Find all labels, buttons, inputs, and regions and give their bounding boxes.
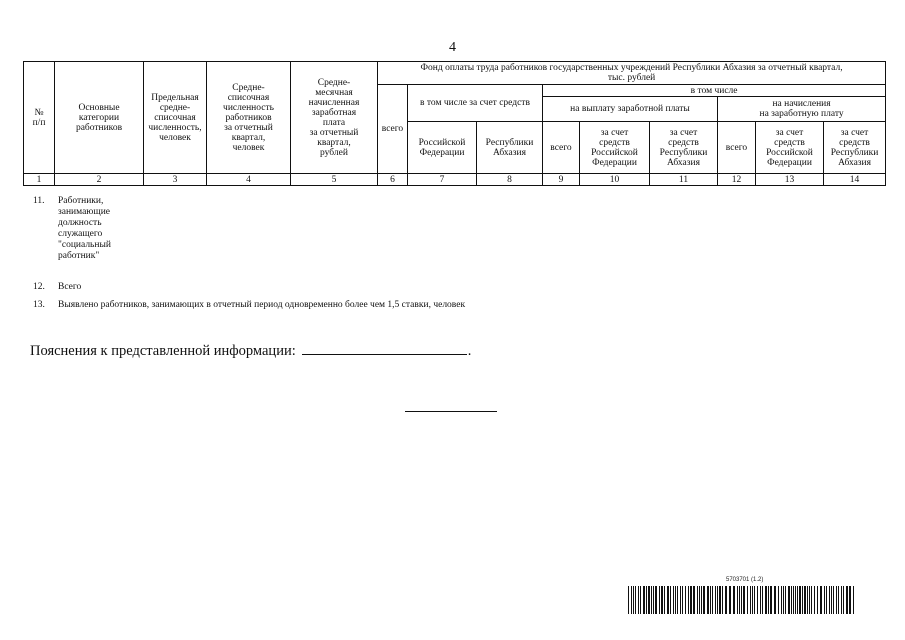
column-number: 10 [580, 174, 650, 186]
explanation-end: . [467, 343, 472, 359]
barcode-text: 5703701 (1.2) [726, 577, 764, 583]
column-number: 12 [718, 174, 756, 186]
column-number: 9 [543, 174, 580, 186]
header-source-rf: Российской Федерации [408, 122, 477, 174]
header-avg-salary: Средне- месячная начисленная заработная плата за отчетный квартал, рублей [291, 62, 378, 174]
row-label: Работники, занимающие должность служащего "социальный работник" [58, 196, 111, 261]
header-wage-fund: Фонд оплаты труда работников государственных учреждений Республики Абхазия за отчетный квартал, тыс. рублей [378, 62, 886, 85]
header-incl-sources: в том числе за счет средств [408, 85, 543, 122]
row-number: 13. [33, 300, 45, 310]
header-payment-ra: за счет средств Республики Абхазия [650, 122, 718, 174]
header-accrual-total: всего [718, 122, 756, 174]
separator-line [405, 411, 497, 412]
header-payment-rf: за счет средств Российской Федерации [580, 122, 650, 174]
header-accrual-rf: за счет средств Российской Федерации [756, 122, 824, 174]
table-row [23, 300, 878, 311]
column-number: 4 [207, 174, 291, 186]
explanation-line [30, 340, 471, 360]
column-numbers-row [24, 174, 886, 186]
explanation-input-line[interactable] [302, 340, 467, 355]
column-number: 1 [24, 174, 55, 186]
header-source-ra: Республики Абхазия [477, 122, 543, 174]
row-number: 12. [33, 282, 45, 292]
column-number: 13 [756, 174, 824, 186]
column-number: 5 [291, 174, 378, 186]
column-number: 14 [824, 174, 886, 186]
header-accrual-ra: за счет средств Республики Абхазия [824, 122, 886, 174]
header-num: № п/п [24, 62, 55, 174]
column-number: 7 [408, 174, 477, 186]
header-avg-headcount: Средне- списочная численность работников за отчетный квартал, человек [207, 62, 291, 174]
header-categories: Основные категории работников [55, 62, 144, 174]
header-fund-total: всего [378, 85, 408, 174]
header-limit-headcount: Предельная средне- списочная численность, человек [144, 62, 207, 174]
header-payment-total: всего [543, 122, 580, 174]
row-label: Всего [58, 282, 82, 292]
column-number: 6 [378, 174, 408, 186]
header-salary-payment: на выплату заработной платы [543, 97, 718, 122]
column-number: 11 [650, 174, 718, 186]
column-number: 2 [55, 174, 144, 186]
column-number: 8 [477, 174, 543, 186]
table-row [23, 282, 878, 293]
header-incl: в том числе [543, 85, 886, 97]
report-table [23, 61, 886, 186]
table-row [23, 196, 143, 262]
explanation-label: Пояснения к представленной информации: [30, 343, 296, 359]
column-number: 3 [144, 174, 207, 186]
row-number: 11. [33, 196, 45, 206]
row-label: Выявлено работников, занимающих в отчетный период одновременно более чем 1,5 ставки, человек [58, 300, 466, 310]
page-number: 4 [449, 40, 456, 55]
header-salary-accrual: на начисления на заработную плату [718, 97, 886, 122]
barcode-icon [628, 586, 855, 614]
